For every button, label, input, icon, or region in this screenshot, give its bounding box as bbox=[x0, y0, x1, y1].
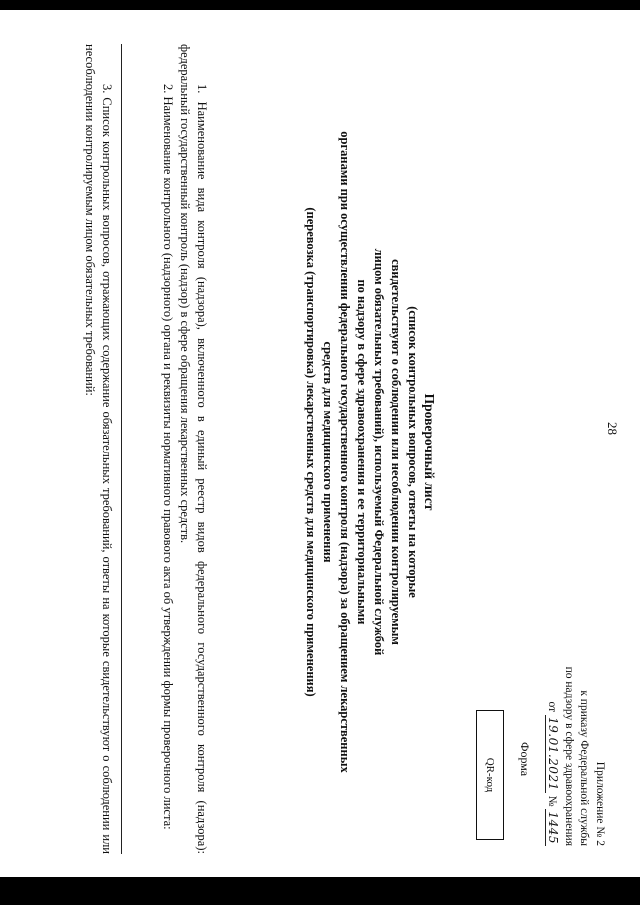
item-2-paragraph: 2. Наименование контрольного (надзорного) органа и реквизиты нормативного правового акта об утверждении формы проверочного листа: bbox=[161, 84, 175, 830]
date-prefix: от bbox=[546, 701, 559, 713]
number-prefix: № bbox=[546, 795, 559, 807]
page-number: 28 bbox=[605, 422, 620, 435]
document-title bbox=[302, 22, 438, 882]
appendix-service-line: по надзору в сфере здравоохранения bbox=[563, 666, 575, 846]
main-title: Проверочный лист bbox=[422, 393, 437, 511]
handwritten-date: 19.01.2021 bbox=[546, 717, 561, 791]
appendix-title: Приложение № 2 bbox=[594, 761, 606, 846]
rotated-document-page bbox=[0, 22, 620, 882]
qr-code-box bbox=[476, 710, 504, 840]
appendix-header bbox=[544, 667, 607, 846]
scan-border-bottom bbox=[0, 877, 640, 905]
title-line: лицом обязательных требований), используемый Федеральной службой bbox=[372, 248, 386, 656]
document-body bbox=[159, 44, 210, 854]
title-line: свидетельствуют о соблюдении или несоблюдении контролируемым bbox=[389, 259, 403, 645]
appendix-order-line: к приказу Федеральной службы bbox=[578, 690, 591, 846]
item-3-paragraph: 3. Список контрольных вопросов, отражающих содержание обязательных требований, ответы на которые свидетельствуют о соблюдении или несоблюдении контролируемым лицом обязательных требований: bbox=[83, 44, 114, 854]
qr-code-label: QR-код bbox=[484, 757, 496, 793]
item-3-section bbox=[81, 44, 115, 854]
title-line: (список контрольных вопросов, ответы на которые bbox=[406, 306, 420, 598]
form-label: Форма bbox=[518, 742, 532, 777]
horizontal-divider bbox=[121, 44, 122, 854]
title-line: по надзору в сфере здравоохранения и ее территориальными bbox=[355, 279, 369, 625]
title-line: (перевозка (транспортировка) лекарственных средств для медицинского применения) bbox=[304, 207, 318, 697]
item-1-paragraph: 1. Наименование вида контроля (надзора), включенного в единый реестр видов федерального государственного контроля (надзора): федеральный государственный контроль (надзор) в сфере обращения лекарственных средств. bbox=[178, 44, 209, 854]
title-line: средств для медицинского применения bbox=[321, 341, 335, 563]
title-line: органами при осуществлении федерального государственного контроля (надзора) за обращением лекарственных bbox=[338, 131, 352, 773]
appendix-date-line bbox=[544, 667, 561, 846]
scan-border-top bbox=[0, 0, 640, 10]
handwritten-number: 1445 bbox=[546, 811, 561, 844]
